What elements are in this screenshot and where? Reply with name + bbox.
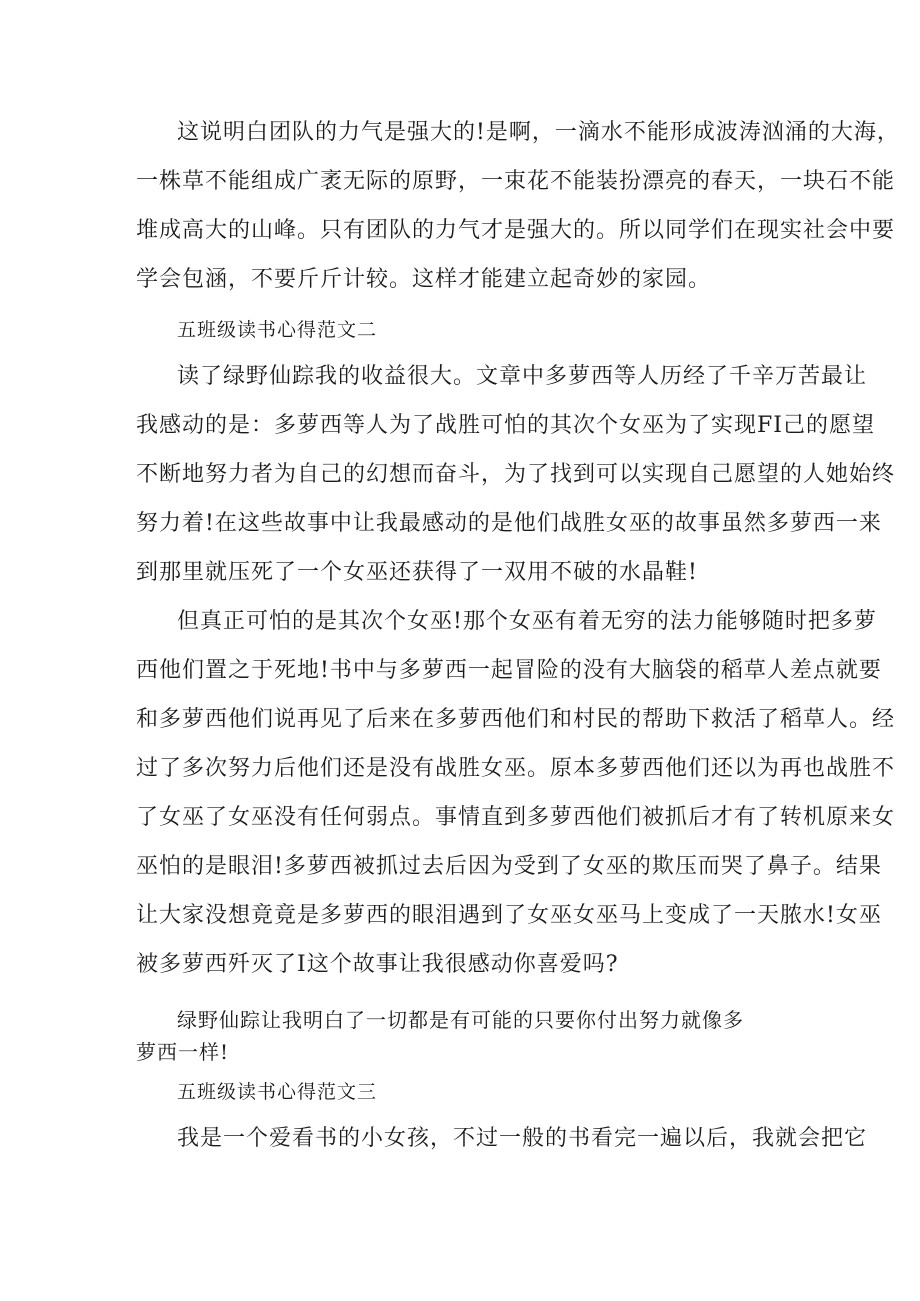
text-line: 了女巫了女巫没有任何弱点。事情直到多萝西他们被抓后才有了转机原来女 xyxy=(136,805,896,830)
text-line: 到那里就压死了一个女巫还获得了一双用不破的水晶鞋! xyxy=(136,560,698,585)
section-heading-2: 五班级读书心得范文二 xyxy=(177,319,378,341)
text-line: 努力着!在这些故事中让我最感动的是他们战胜女巫的故事虽然多萝西一来 xyxy=(136,511,882,536)
section-heading-3: 五班级读书心得范文三 xyxy=(177,1081,378,1103)
text-line: 不断地努力者为自己的幻想而奋斗，为了找到可以实现自己愿望的人她始终 xyxy=(136,462,896,487)
text-line: 绿野仙踪让我明白了一切都是有可能的只要你付出努力就像多 xyxy=(177,1008,744,1032)
text-line: 西他们置之于死地!书中与多萝西一起冒险的没有大脑袋的稻草人差点就要 xyxy=(136,658,882,683)
text-line: 萝西一样! xyxy=(136,1040,230,1064)
text-line: 我感动的是：多萝西等人为了战胜可怕的其次个女巫为了实现FI己的愿望 xyxy=(136,413,875,438)
text-line: 但真正可怕的是其次个女巫!那个女巫有着无穷的法力能够随时把多萝 xyxy=(177,609,877,634)
text-line: 一株草不能组成广袤无际的原野，一束花不能装扮漂亮的春天，一块石不能 xyxy=(136,169,896,194)
text-line: 我是一个爱看书的小女孩，不过一般的书看完一遍以后，我就会把它 xyxy=(177,1126,868,1151)
text-line: 读了绿野仙踪我的收益很大。文章中多萝西等人历经了千辛万苦最让 xyxy=(177,364,868,389)
text-line: 让大家没想竟竟是多萝西的眼泪遇到了女巫女巫马上变成了一天脓水!女巫 xyxy=(136,903,882,928)
text-line: 这说明白团队的力气是强大的!是啊，一滴水不能形成波涛汹涌的大海， xyxy=(177,120,900,145)
text-line: 巫怕的是眼泪!多萝西被抓过去后因为受到了女巫的欺压而哭了鼻子。结果 xyxy=(136,854,882,879)
text-line: 堆成高大的山峰。只有团队的力气才是强大的。所以同学们在现实社会中要 xyxy=(136,218,896,243)
text-line: 学会包涵，不要斤斤计较。这样才能建立起奇妙的家园。 xyxy=(136,267,712,292)
text-line: 和多萝西他们说再见了后来在多萝西他们和村民的帮助下救活了稻草人。经 xyxy=(136,707,896,732)
text-line: 过了多次努力后他们还是没有战胜女巫。原本多萝西他们还以为再也战胜不 xyxy=(136,756,896,781)
text-line: 被多萝西歼灭了I这个故事让我很感动你喜爱吗? xyxy=(136,952,619,977)
